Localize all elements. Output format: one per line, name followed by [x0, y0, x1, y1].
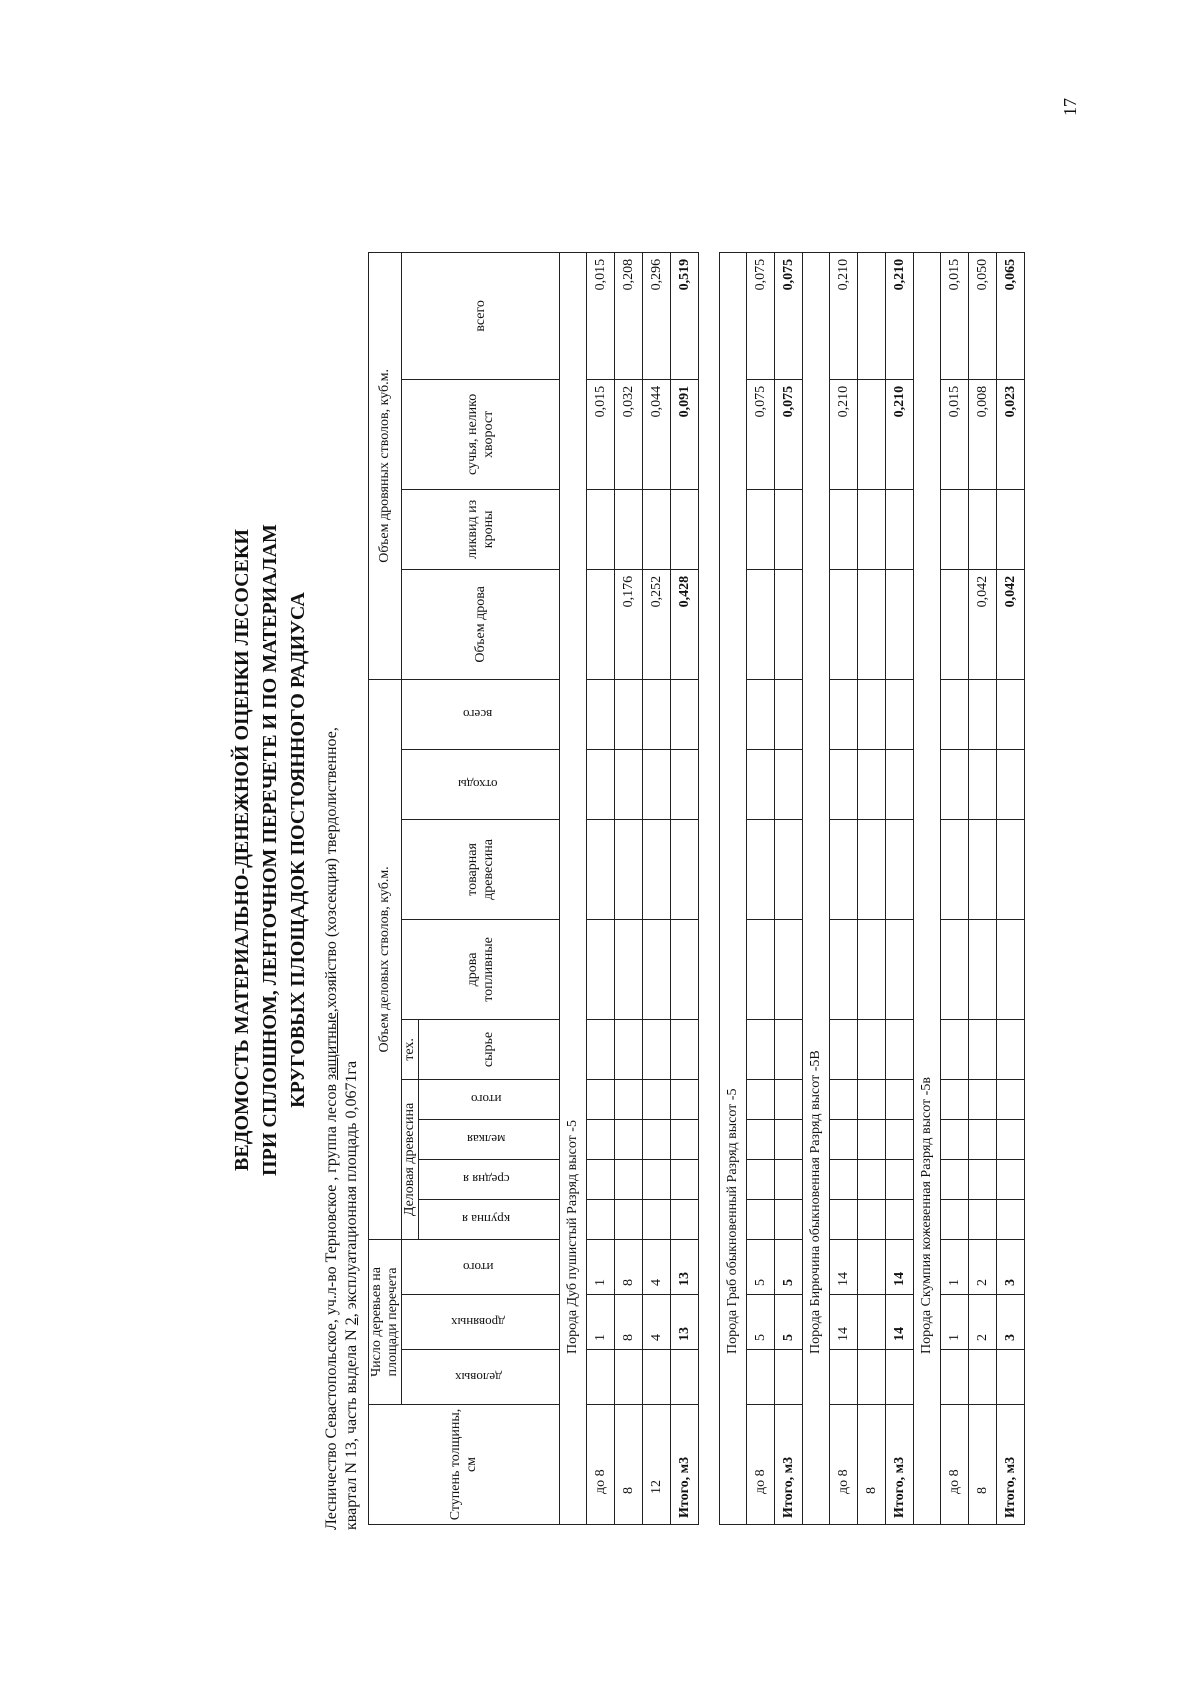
- header-delovyh: деловых: [454, 1370, 502, 1385]
- table-row: 8 2 2 0,042 0,008 0,050: [969, 252, 997, 1524]
- header-volume-business: Объем деловых стволов, куб.м.: [369, 679, 402, 1239]
- title-line: ВЕДОМОСТЬ МАТЕРИАЛЬНО-ДЕНЕЖНОЙ ОЦЕНКИ ЛЕСОСЕКИ: [231, 529, 253, 1171]
- table-row: до 8 1 1 0,015 0,015: [587, 252, 615, 1524]
- header-itogo: итого: [462, 1259, 494, 1275]
- header-obem-drova: Объем дрова: [402, 569, 560, 679]
- header-syrye: сырье: [419, 1019, 560, 1079]
- header-vsego2: всего: [402, 252, 560, 379]
- header-vsego: всего: [463, 707, 493, 723]
- header-srednyaya: средня я: [463, 1172, 510, 1188]
- title-line: КРУГОВЫХ ПЛОЩАДОК ПОСТОЯННОГО РАДИУСА: [287, 592, 309, 1108]
- header-step: Ступень толщины, см: [369, 1405, 560, 1525]
- header-othody: отходы: [458, 777, 498, 793]
- header-melkaya: мелкая: [467, 1132, 506, 1148]
- title-line: ПРИ СПЛОШНОМ, ЛЕНТОЧНОМ ПЕРЕЧЕТЕ И ПО МАТЕРИАЛАМ: [259, 524, 281, 1176]
- table-row: до 8 1 1 0,015 0,015: [941, 252, 969, 1524]
- species-label: Порода Граб обыкновенный Разряд высот -5: [725, 1088, 740, 1354]
- table-row: до 8 5 5 0,075 0,075: [747, 252, 775, 1524]
- species-label: Порода Дуб пушистый Разряд высот -5: [565, 1120, 580, 1354]
- total-row: Итого, м3 14 14 0,210 0,210: [886, 252, 914, 1524]
- header-tree-count: Число деревьев на площади перечета: [369, 1239, 402, 1404]
- header-tovarnaya: товарная древесина: [402, 819, 560, 919]
- table-row: до 8 14 14 0,210 0,210: [830, 252, 858, 1524]
- valuation-sheet: [368, 258, 1018, 1525]
- document-meta: [322, 140, 362, 1530]
- rotated-landscape-page: [228, 140, 1028, 1560]
- header-business-wood: Деловая древесина: [402, 1079, 419, 1239]
- page-number: 17: [1060, 98, 1080, 116]
- species-label: Порода Скумпия кожевенная Разряд высот -5в: [919, 1077, 934, 1354]
- header-itogo2: итого: [471, 1092, 502, 1108]
- header-suchya: сучья, нелико хворост: [402, 379, 560, 489]
- total-row: Итого, м3 13 13 0,428 0,091 0,519: [671, 252, 699, 1524]
- table-row: 8: [858, 252, 886, 1524]
- header-drova-toplivnye: дрова топливные: [402, 919, 560, 1019]
- document-title: [228, 140, 312, 1560]
- header-tech: тех.: [402, 1019, 419, 1079]
- header-krupnaya: крупна я: [462, 1212, 511, 1228]
- meta-line-plot: квартал N 13, часть выдела N 2, эксплуатационная площадь 0,0671га: [343, 1060, 360, 1530]
- header-likvid: ликвид из кроны: [402, 489, 560, 569]
- header-drovyanyh: дровяных: [451, 1315, 505, 1330]
- species-label: Порода Бирючина обыкновенная Разряд высот -5В: [808, 1050, 823, 1354]
- meta-line-forestry: Лесничество Севастопольское, уч.л-во Терновское , группа лесов защитные,хозяйство (хозсекция) твердолиственное,: [323, 727, 340, 1530]
- header-volume-firewood: Объем дровяных стволов, куб.м.: [369, 252, 402, 679]
- total-row: Итого, м3 3 3 0,042 0,023 0,065: [997, 252, 1025, 1524]
- table-row: 8 8 8 0,176 0,032 0,208: [615, 252, 643, 1524]
- valuation-table: [368, 252, 1025, 1525]
- total-row: Итого, м3 5 5 0,075 0,075: [775, 252, 803, 1524]
- table-row: 12 4 4 0,252 0,044 0,296: [643, 252, 671, 1524]
